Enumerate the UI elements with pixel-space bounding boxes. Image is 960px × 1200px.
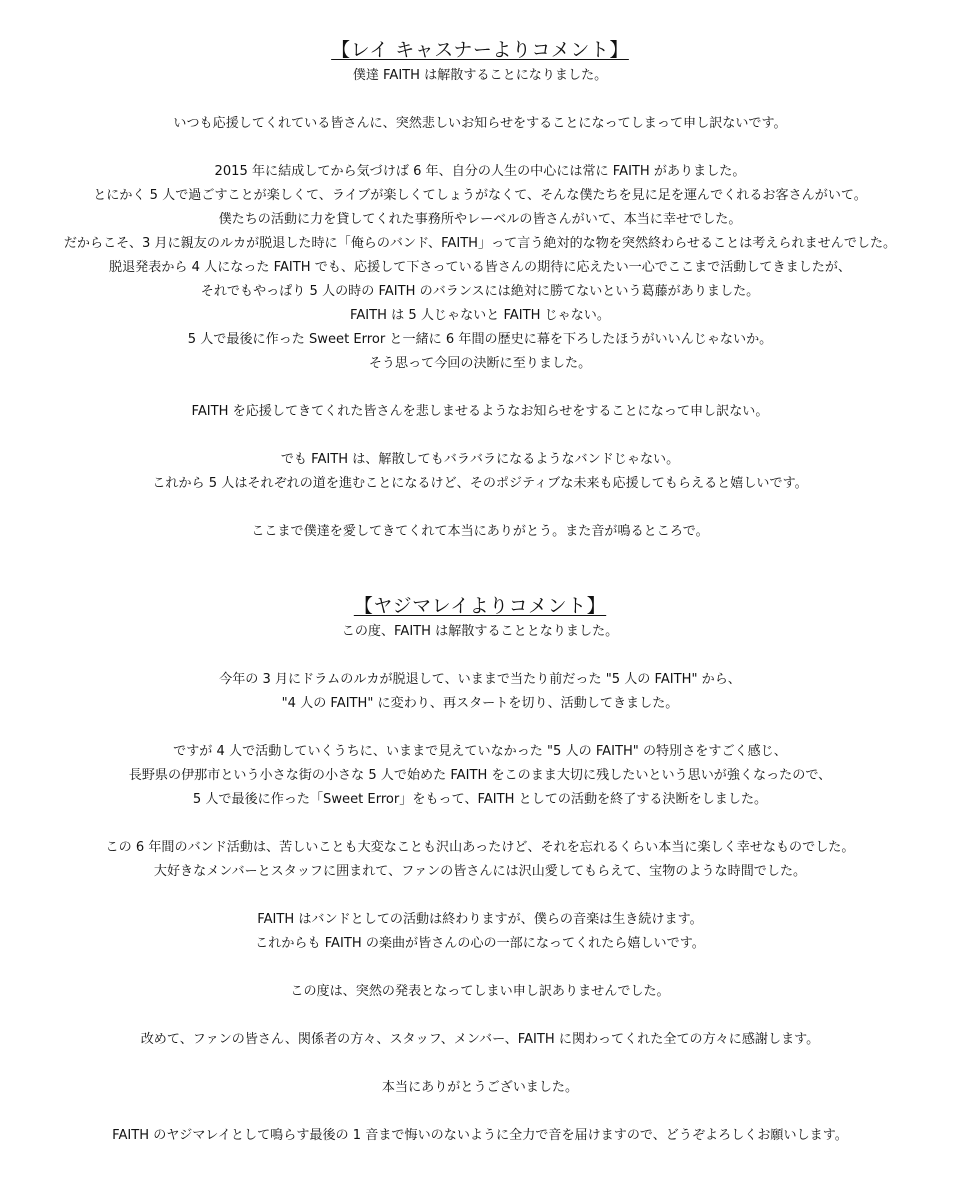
comment-line: 僕達 FAITH は解散することになりました。 xyxy=(352,68,608,83)
paragraph-gap xyxy=(0,376,960,400)
comment-line: この 6 年間のバンド活動は、苦しいことも大変なことも沢山あったけど、それを忘れるくらい本当に楽しく幸せなものでした。 xyxy=(105,840,855,855)
comment-line: FAITH を応援してきてくれた皆さんを悲しませるようなお知らせをすることになって申し訳ない。 xyxy=(191,404,769,419)
comment-line: だからこそ、3 月に親友のルカが脱退した時に「俺らのバンド、FAITH」って言う絶対的な物を突然終わらせることは考えられませんでした。 xyxy=(63,236,897,251)
comment-line: 2015 年に結成してから気づけば 6 年、自分の人生の中心には常に FAITH がありました。 xyxy=(214,164,746,179)
comment-line: 本当にありがとうございました。 xyxy=(381,1080,579,1095)
comment-line: ここまで僕達を愛してきてくれて本当にありがとう。また音が鳴るところで。 xyxy=(251,524,709,539)
comment-line: 長野県の伊那市という小さな街の小さな 5 人で始めた FAITH をこのまま大切に残したいという思いが強くなったので、 xyxy=(128,768,832,783)
paragraph-gap xyxy=(0,716,960,740)
comment-line: いつも応援してくれている皆さんに、突然悲しいお知らせをすることになってしまって申し訳ないです。 xyxy=(173,116,787,131)
paragraph-gap xyxy=(0,1100,960,1124)
comment-body xyxy=(0,620,960,1148)
paragraph-gap xyxy=(0,1052,960,1076)
comment-line: 5 人で最後に作った「Sweet Error」をもって、FAITH としての活動を終了する決断をしました。 xyxy=(192,792,768,807)
comment-line: そう思って今回の決断に至りました。 xyxy=(368,356,592,371)
paragraph-gap xyxy=(0,88,960,112)
section-heading: 【ヤジマレイよりコメント】 xyxy=(353,595,607,617)
comment-line: FAITH のヤジマレイとして鳴らす最後の 1 音まで悔いのないように全力で音を届けますので、どうぞよろしくお願いします。 xyxy=(112,1128,848,1143)
paragraph-gap xyxy=(0,956,960,980)
comment-line: でも FAITH は、解散してもバラバラになるようなバンドじゃない。 xyxy=(280,452,680,467)
comment-line: ですが 4 人で活動していくうちに、いままで見えていなかった "5 人の FAITH" の特別さをすごく感じ、 xyxy=(173,744,787,759)
comment-line: 今年の 3 月にドラムのルカが脱退して、いままで当たり前だった "5 人の FAITH" から、 xyxy=(219,672,741,687)
comment-section-yajima-rei xyxy=(0,592,960,1148)
comment-line: 5 人で最後に作った Sweet Error と一緒に 6 年間の歴史に幕を下ろしたほうがいいんじゃないか。 xyxy=(187,332,773,347)
comment-line: この度は、突然の発表となってしまい申し訳ありませんでした。 xyxy=(290,984,670,999)
paragraph-gap xyxy=(0,812,960,836)
comment-line: 改めて、ファンの皆さん、関係者の方々、スタッフ、メンバー、FAITH に関わってくれた全ての方々に感謝します。 xyxy=(140,1032,820,1047)
comment-line: この度、FAITH は解散することとなりました。 xyxy=(341,624,619,639)
comment-line: 脱退発表から 4 人になった FAITH でも、応援して下さっている皆さんの期待に応えたい一心でここまで活動してきましたが、 xyxy=(109,260,851,275)
comment-line: 僕たちの活動に力を貸してくれた事務所やレーベルの皆さんがいて、本当に幸せでした。 xyxy=(218,212,742,227)
paragraph-gap xyxy=(0,496,960,520)
comment-line: それでもやっぱり 5 人の時の FAITH のバランスには絶対に勝てないという葛藤がありました。 xyxy=(200,284,760,299)
comment-line: これから 5 人はそれぞれの道を進むことになるけど、そのポジティブな未来も応援してもらえると嬉しいです。 xyxy=(152,476,808,491)
comment-section-ray-kasner xyxy=(0,36,960,544)
comment-body xyxy=(0,64,960,544)
paragraph-gap xyxy=(0,1004,960,1028)
comment-line: "4 人の FAITH" に変わり、再スタートを切り、活動してきました。 xyxy=(281,696,679,711)
comment-line: とにかく 5 人で過ごすことが楽しくて、ライブが楽しくてしょうがなくて、そんな僕たちを見に足を運んでくれるお客さんがいて。 xyxy=(93,188,867,203)
comment-line: これからも FAITH の楽曲が皆さんの心の一部になってくれたら嬉しいです。 xyxy=(255,936,705,951)
paragraph-gap xyxy=(0,644,960,668)
section-heading: 【レイ キャスナーよりコメント】 xyxy=(331,39,629,61)
paragraph-gap xyxy=(0,424,960,448)
comment-line: 大好きなメンバーとスタッフに囲まれて、ファンの皆さんには沢山愛してもらえて、宝物のような時間でした。 xyxy=(153,864,807,879)
paragraph-gap xyxy=(0,136,960,160)
paragraph-gap xyxy=(0,884,960,908)
comment-line: FAITH はバンドとしての活動は終わりますが、僕らの音楽は生き続けます。 xyxy=(257,912,703,927)
comment-line: FAITH は 5 人じゃないと FAITH じゃない。 xyxy=(350,308,610,323)
